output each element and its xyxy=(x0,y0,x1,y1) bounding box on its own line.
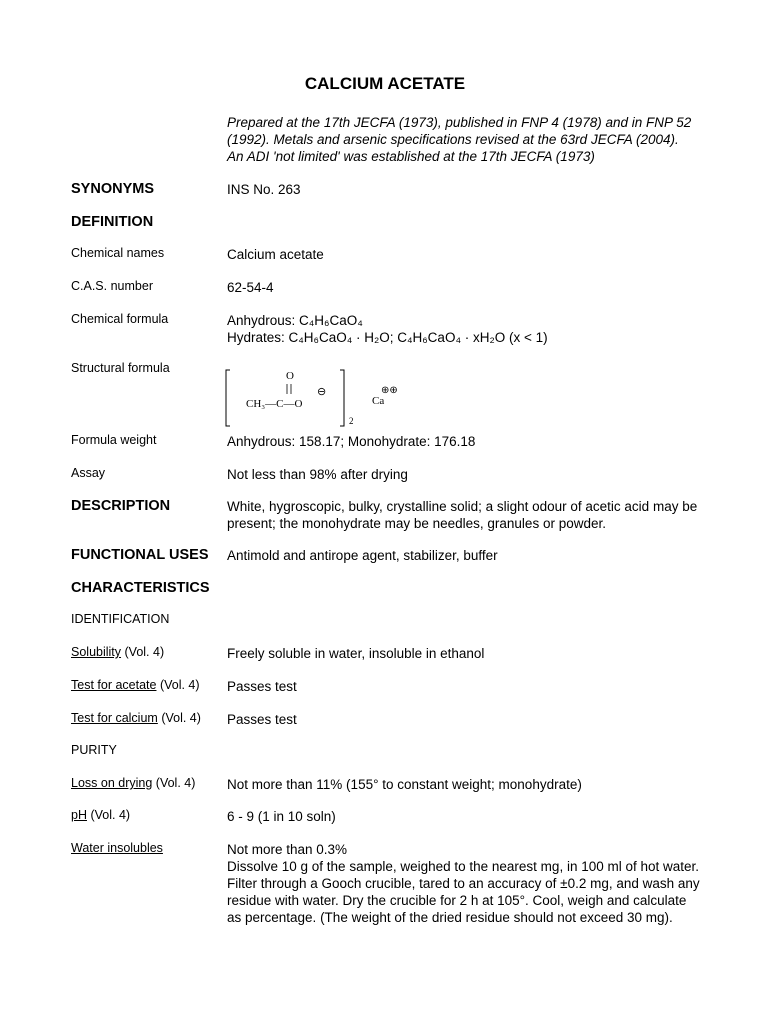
intro-text: Prepared at the 17th JECFA (1973), published in FNP 4 (1978) and in FNP 52 (1992). Metals and arsenic specifications revised at the 63rd JECFA (2004). An ADI 'not limited' was established at the 17th JECFA (1973) xyxy=(227,115,692,164)
assay-value: Not less than 98% after drying xyxy=(227,467,408,482)
formula-weight-value: Anhydrous: 158.17; Monohydrate: 176.18 xyxy=(227,434,476,449)
water-insolubles-method: Dissolve 10 g of the sample, weighed to the nearest mg, in 100 ml of hot water. Filter through a Gooch crucible, tared to an accuracy of ±0.2 mg, and wash any residue with water. Dry the crucible for 2 h at 105°. Cool, weigh and calculate as percentage. (The weight of the dried residue should not exceed 30 mg). xyxy=(227,859,700,925)
characteristics-heading: CHARACTERISTICS xyxy=(71,580,210,596)
synonyms-value: INS No. 263 xyxy=(227,182,301,197)
solubility-link[interactable]: Solubility xyxy=(71,645,122,659)
ph-value: 6 - 9 (1 in 10 soln) xyxy=(227,809,336,824)
calcium-link[interactable]: Test for calcium xyxy=(71,711,158,725)
acetate-vol: (Vol. 4) xyxy=(156,678,200,692)
loss-on-drying-link[interactable]: Loss on drying xyxy=(71,776,153,790)
ph-link[interactable]: pH xyxy=(71,808,87,822)
cas-label: C.A.S. number xyxy=(71,279,153,293)
formula-hydrates: Hydrates: C₄H₆CaO₄ · H₂O; C₄H₆CaO₄ · xH₂O (x < 1) xyxy=(227,330,548,345)
struct-plus: ⊕⊕ xyxy=(381,385,398,396)
water-insolubles-label xyxy=(71,841,163,855)
struct-minus: ⊖ xyxy=(317,386,327,398)
synonyms-heading: SYNONYMS xyxy=(71,181,154,197)
chemical-names-label: Chemical names xyxy=(71,246,165,260)
struct-chain: CH₃—C—O xyxy=(246,398,303,410)
calcium-vol: (Vol. 4) xyxy=(157,711,201,725)
acetate-link[interactable]: Test for acetate xyxy=(71,678,157,692)
cas-value: 62-54-4 xyxy=(227,280,274,295)
acetate-value: Passes test xyxy=(227,679,297,694)
calcium-value: Passes test xyxy=(227,712,297,727)
ph-vol: (Vol. 4) xyxy=(86,808,131,822)
description-heading: DESCRIPTION xyxy=(71,498,171,514)
struct-subscript: 2 xyxy=(349,416,354,426)
struct-oxygen: O xyxy=(286,370,294,382)
solubility-value: Freely soluble in water, insoluble in ethanol xyxy=(227,646,485,661)
ph-label xyxy=(71,808,130,822)
formula-anhydrous: Anhydrous: C₄H₆CaO₄ xyxy=(227,313,363,328)
identification-heading: IDENTIFICATION xyxy=(71,612,170,626)
functional-uses-value: Antimold and antirope agent, stabilizer, buffer xyxy=(227,548,498,563)
functional-uses-heading: FUNCTIONAL USES xyxy=(71,547,209,563)
chemical-formula-label: Chemical formula xyxy=(71,312,169,326)
loss-on-drying-vol: (Vol. 4) xyxy=(152,776,196,790)
loss-on-drying-label xyxy=(71,776,195,790)
water-insolubles-limit: Not more than 0.3% xyxy=(227,842,348,857)
acetate-label xyxy=(71,678,200,692)
page-title: CALCIUM ACETATE xyxy=(304,74,466,93)
solubility-vol: (Vol. 4) xyxy=(121,645,165,659)
definition-heading: DEFINITION xyxy=(71,214,154,230)
structural-formula-diagram xyxy=(224,362,424,432)
solubility-label xyxy=(71,645,164,659)
water-insolubles-link[interactable]: Water insolubles xyxy=(71,841,163,855)
purity-heading: PURITY xyxy=(71,743,117,757)
chemical-names-value: Calcium acetate xyxy=(227,247,324,262)
structural-formula-label: Structural formula xyxy=(71,361,170,375)
description-value: White, hygroscopic, bulky, crystalline solid; a slight odour of acetic acid may be present; the monohydrate may be needles, granules or powder. xyxy=(227,499,698,531)
formula-weight-label: Formula weight xyxy=(71,433,157,447)
assay-label: Assay xyxy=(71,466,106,480)
struct-calcium: Ca xyxy=(372,395,385,407)
calcium-label xyxy=(71,711,201,725)
loss-on-drying-value: Not more than 11% (155° to constant weight; monohydrate) xyxy=(227,777,582,792)
